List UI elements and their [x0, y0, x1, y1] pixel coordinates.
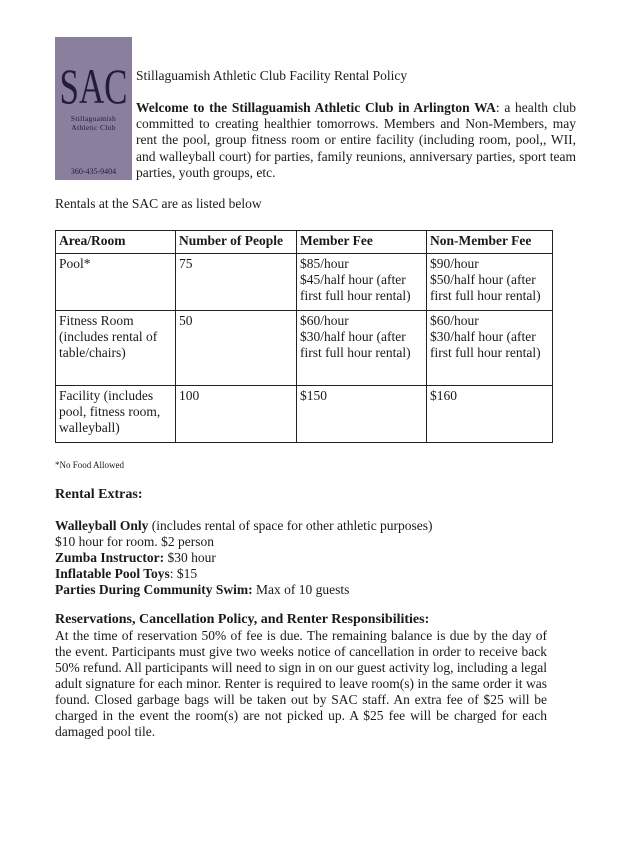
extra-zumba	[55, 550, 575, 566]
policy-paragraph: At the time of reservation 50% of fee is due. The remaining balance is due by the day of the event. Participants must give two weeks notice of cancellation in order to receive back 50% refund. All participants will need to sign in on our guest activity log, including a legal adult signature for each minor. Renter is required to leave room(s) in the same order it was found. Closed garbage bags will be taken out by SAC staff. An extra fee of $25 will be charged in the event the room(s) are not picked up. A $25 fee will be charged for each damaged pool tile.	[55, 628, 547, 739]
logo-name-line2: Athletic Club	[71, 123, 116, 132]
header-people: Number of People	[176, 231, 297, 254]
policy-heading: Reservations, Cancellation Policy, and Renter Responsibilities:	[55, 612, 430, 627]
fee-line: $60/hour	[300, 313, 349, 328]
extra-community-swim	[55, 582, 575, 598]
pool-toys-price: : $15	[169, 566, 198, 581]
zumba-price: $30 hour	[164, 550, 216, 565]
cell-area: Pool*	[56, 254, 176, 311]
rental-rates-table	[55, 230, 553, 443]
community-swim-label: Parties During Community Swim:	[55, 582, 253, 597]
extra-walleyball	[55, 518, 575, 534]
logo-phone: 360-435-9404	[70, 167, 117, 176]
rentals-intro: Rentals at the SAC are as listed below	[55, 196, 262, 211]
logo-graphic	[55, 37, 132, 180]
fee-line: first full hour rental)	[300, 345, 411, 360]
welcome-paragraph	[136, 100, 576, 181]
table-row	[56, 254, 553, 311]
document-title: Stillaguamish Athletic Club Facility Rental Policy	[136, 68, 408, 83]
walleyball-note: (includes rental of space for other athletic purposes)	[148, 518, 433, 533]
fee-line: $150	[300, 388, 327, 403]
cell-member-fee	[297, 386, 427, 443]
header-area: Area/Room	[56, 231, 176, 254]
fee-line: first full hour rental)	[300, 288, 411, 303]
table-footnote: *No Food Allowed	[55, 460, 125, 470]
cell-people: 50	[176, 311, 297, 386]
community-swim-note: Max of 10 guests	[252, 582, 350, 597]
cell-member-fee	[297, 254, 427, 311]
cell-nonmember-fee	[427, 254, 553, 311]
pool-toys-label: Inflatable Pool Toys	[55, 566, 170, 581]
fee-line: $30/half hour (after	[430, 329, 536, 344]
walleyball-price: $10 hour for room. $2 person	[55, 534, 214, 549]
header-nonmember-fee: Non-Member Fee	[427, 231, 553, 254]
logo-letters: SAC	[59, 58, 128, 114]
rental-extras-list	[55, 518, 575, 598]
fee-line: $50/half hour (after	[430, 272, 536, 287]
fee-line: $30/half hour (after	[300, 329, 406, 344]
fee-line: first full hour rental)	[430, 345, 541, 360]
cell-nonmember-fee	[427, 311, 553, 386]
rental-extras-heading: Rental Extras:	[55, 487, 143, 502]
zumba-label: Zumba Instructor:	[55, 550, 165, 565]
extra-pool-toys	[55, 566, 575, 582]
fee-line: $45/half hour (after	[300, 272, 406, 287]
header-member-fee: Member Fee	[297, 231, 427, 254]
logo-name-line1: Stillaguamish	[70, 114, 117, 123]
fee-line: $60/hour	[430, 313, 479, 328]
walleyball-label: Walleyball Only	[55, 518, 149, 533]
cell-people: 75	[176, 254, 297, 311]
table-row	[56, 311, 553, 386]
welcome-heading: Welcome to the Stillaguamish Athletic Club in Arlington WA	[136, 100, 496, 115]
table-header-row	[56, 231, 553, 254]
fee-line: $85/hour	[300, 256, 349, 271]
welcome-text: : a health club committed to creating healthier tomorrows. Members and Non-Members, may rent the pool, group fitness room or entire facility (including room, pool,, WII, and walleyball court) for parties, family reunions, anniversary parties, sport team parties, youth groups, etc.	[136, 100, 576, 180]
cell-area: Facility (includes pool, fitness room, walleyball)	[56, 386, 176, 443]
sac-logo	[55, 37, 132, 180]
fee-line: $160	[430, 388, 457, 403]
cell-nonmember-fee	[427, 386, 553, 443]
fee-line: first full hour rental)	[430, 288, 541, 303]
cell-member-fee	[297, 311, 427, 386]
cell-people: 100	[176, 386, 297, 443]
fee-line: $90/hour	[430, 256, 479, 271]
table-row	[56, 386, 553, 443]
cell-area: Fitness Room (includes rental of table/chairs)	[56, 311, 176, 386]
